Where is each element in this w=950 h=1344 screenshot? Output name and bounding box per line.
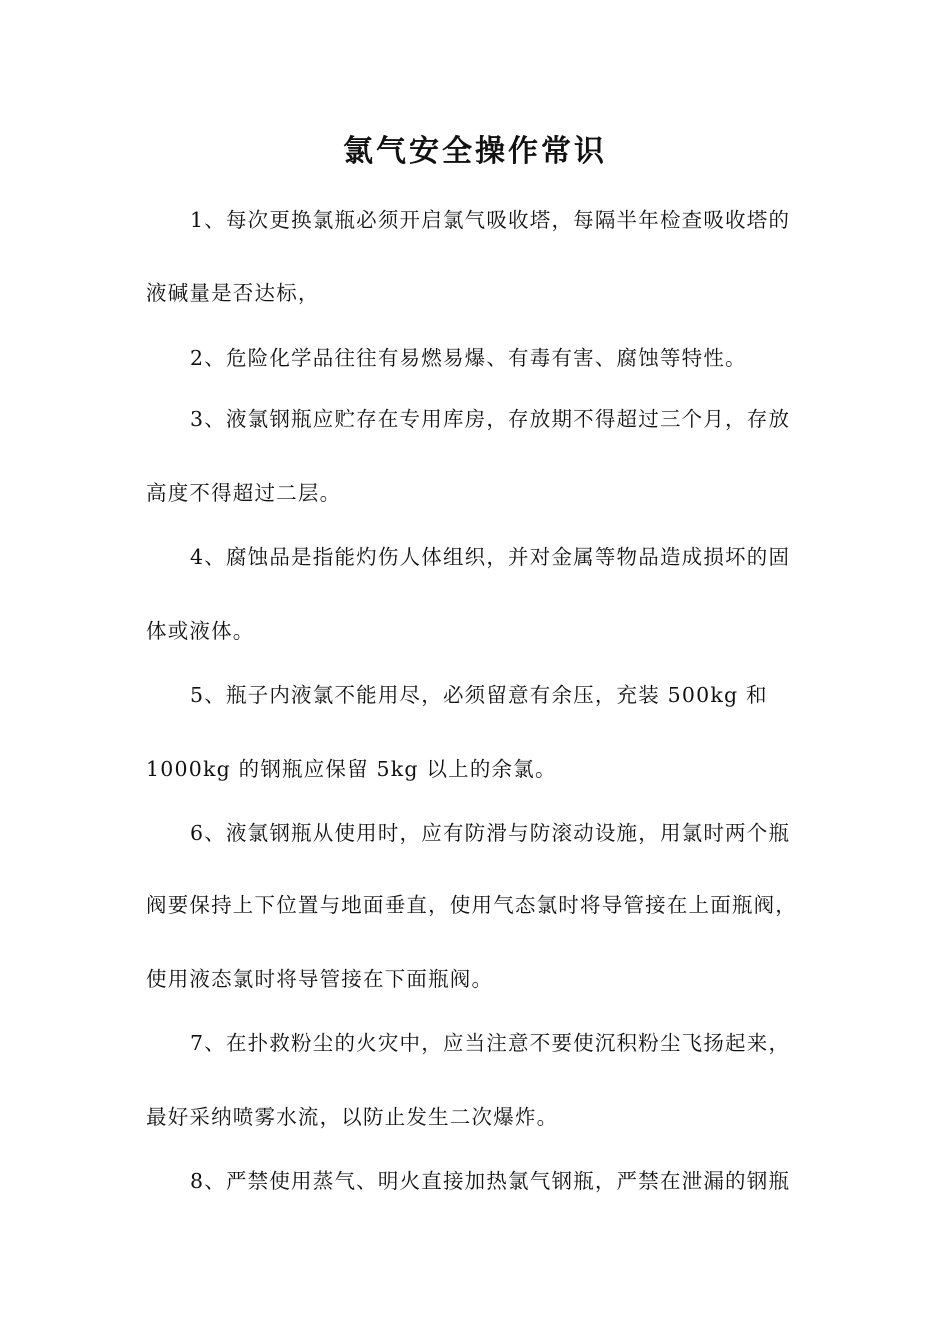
paragraph-6-line-3: 使用液态氯时将导管接在下面瓶阀。 [146, 967, 494, 991]
paragraph-2-line-1: 2、危险化学品往往有易燃易爆、有毒有害、腐蚀等特性。 [190, 346, 747, 370]
paragraph-5-line-2: 1000kg 的钢瓶应保留 5kg 以上的余氯。 [146, 757, 557, 781]
paragraph-4-line-2: 体或液体。 [146, 619, 255, 643]
paragraph-6-line-1: 6、液氯钢瓶从使用时，应有防滑与防滚动设施，用氯时两个瓶 [190, 821, 791, 845]
paragraph-5-line-1: 5、瓶子内液氯不能用尽，必须留意有余压，充装 500kg 和 [190, 683, 768, 707]
paragraph-6-line-2: 阀要保持上下位置与地面垂直，使用气态氯时将导管接在上面瓶阀， [146, 893, 797, 917]
document-title: 氯气安全操作常识 [343, 134, 607, 169]
paragraph-7-line-2: 最好采纳喷雾水流，以防止发生二次爆炸。 [146, 1105, 559, 1129]
paragraph-1-line-1: 1、每次更换氯瓶必须开启氯气吸收塔，每隔半年检查吸收塔的 [190, 208, 791, 232]
paragraph-8-line-1: 8、严禁使用蒸气、明火直接加热氯气钢瓶，严禁在泄漏的钢瓶 [190, 1169, 791, 1193]
paragraph-3-line-1: 3、液氯钢瓶应贮存在专用库房，存放期不得超过三个月，存放 [190, 407, 791, 431]
paragraph-3-line-2: 高度不得超过二层。 [146, 481, 342, 505]
paragraph-7-line-1: 7、在扑救粉尘的火灾中，应当注意不要使沉积粉尘飞扬起来， [190, 1031, 791, 1055]
paragraph-4-line-1: 4、腐蚀品是指能灼伤人体组织，并对金属等物品造成损坏的固 [190, 545, 791, 569]
paragraph-1-line-2: 液碱量是否达标， [146, 281, 320, 305]
